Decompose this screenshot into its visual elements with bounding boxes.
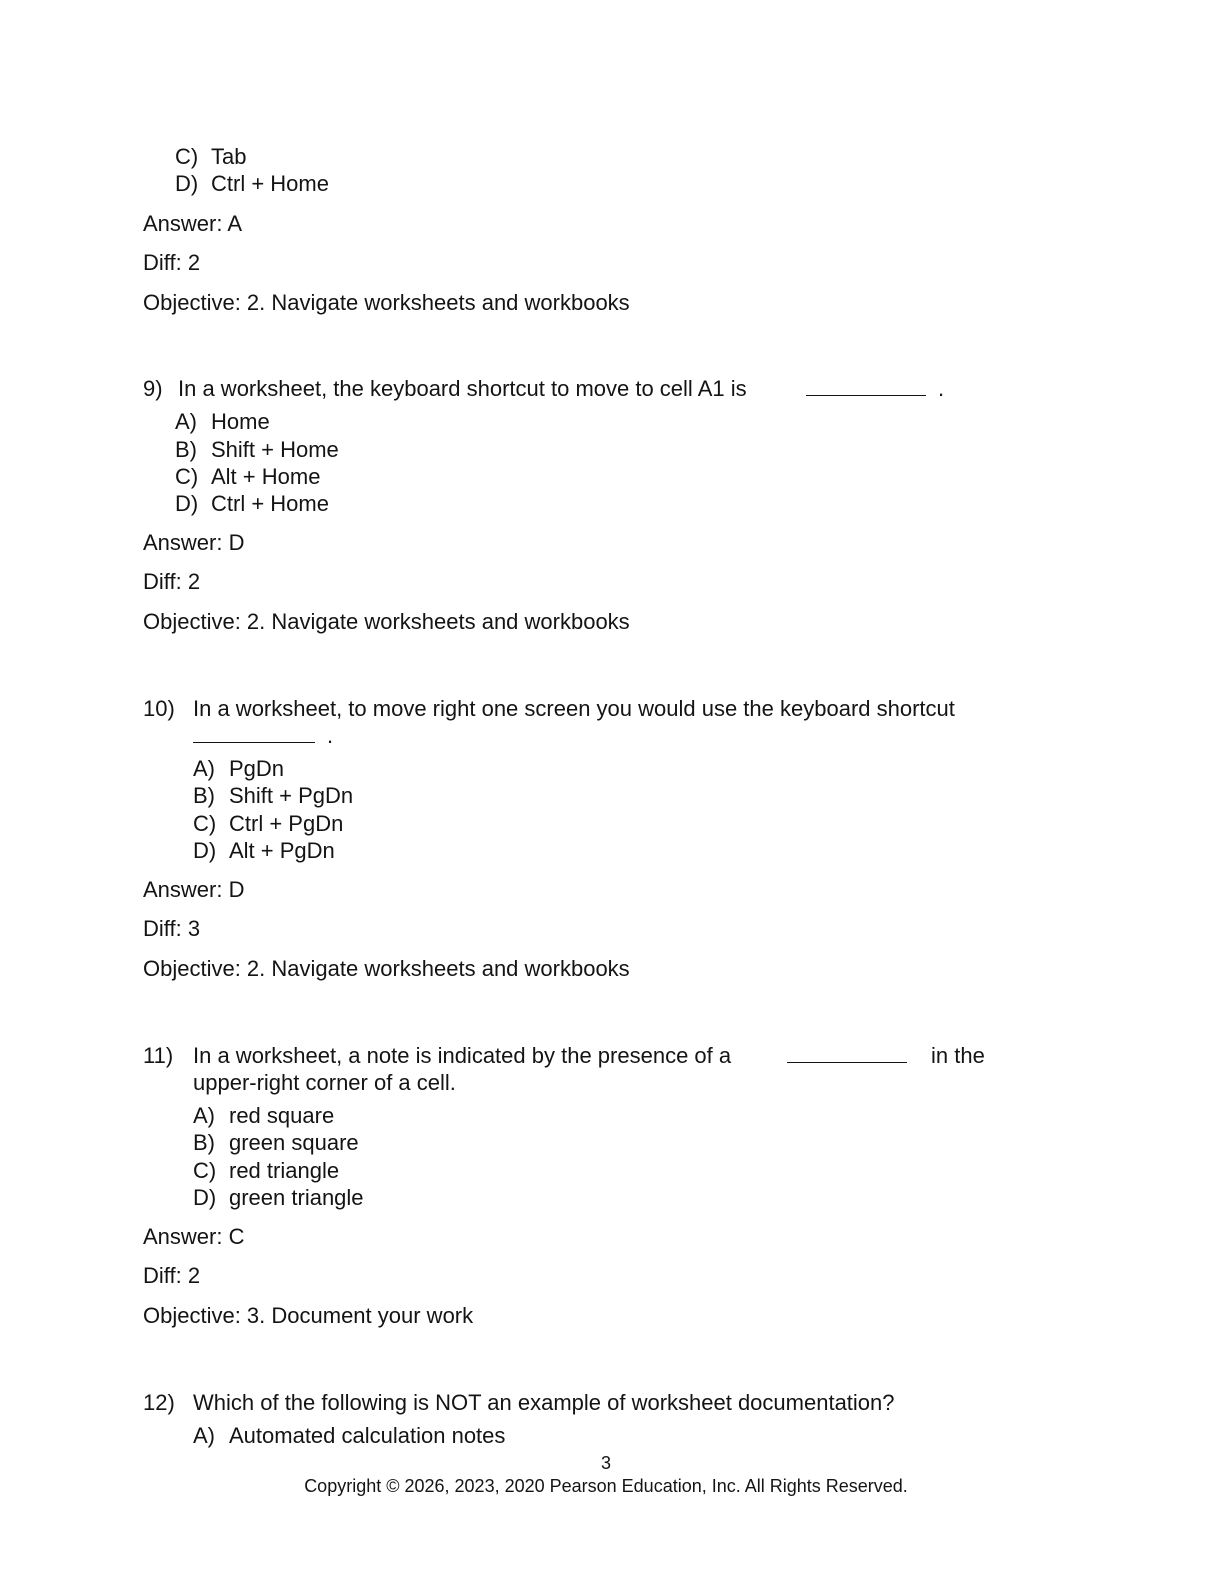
choice-text: red square (229, 1103, 335, 1128)
objective-line: Objective: 2. Navigate worksheets and workbooks (143, 290, 630, 315)
choice-text: green square (229, 1130, 359, 1155)
choice-text: PgDn (229, 756, 285, 781)
choice-letter: B) (175, 437, 197, 462)
question-number: 9) (143, 376, 163, 401)
difficulty-line: Diff: 2 (143, 569, 201, 594)
question-stem: Which of the following is NOT an example of worksheet documentation? (193, 1390, 895, 1415)
choice-text: Ctrl + Home (211, 491, 329, 516)
choice-letter: A) (193, 1103, 215, 1128)
choice-text: Alt + PgDn (229, 838, 335, 863)
question-stem: In a worksheet, a note is indicated by the presence of a (193, 1043, 732, 1068)
question-number: 11) (143, 1043, 174, 1068)
choice-letter: C) (175, 144, 199, 169)
choice-text: green triangle (229, 1185, 364, 1210)
choice-letter: C) (175, 464, 199, 489)
answer-line: Answer: D (143, 877, 245, 902)
answer-line: Answer: C (143, 1224, 245, 1249)
choice-text: Alt + Home (211, 464, 321, 489)
choice-text: Shift + Home (211, 437, 339, 462)
question-number: 10) (143, 696, 175, 721)
choice-letter: C) (193, 811, 217, 836)
answer-blank (806, 375, 926, 402)
objective-line: Objective: 2. Navigate worksheets and workbooks (143, 956, 630, 981)
choice-letter: D) (175, 491, 199, 516)
objective-line: Objective: 2. Navigate worksheets and workbooks (143, 609, 630, 634)
choice-text: Automated calculation notes (229, 1423, 506, 1448)
choice-letter: C) (193, 1158, 217, 1183)
question-stem: In a worksheet, to move right one screen you would use the keyboard shortcut (193, 696, 955, 721)
difficulty-line: Diff: 3 (143, 916, 201, 941)
difficulty-line: Diff: 2 (143, 1263, 201, 1288)
objective-line: Objective: 3. Document your work (143, 1303, 474, 1328)
choice-text: red triangle (229, 1158, 340, 1183)
question-number: 12) (143, 1390, 175, 1415)
choice-letter: D) (193, 1185, 217, 1210)
question-stem-tail: . (327, 723, 334, 748)
choice-text: Home (211, 409, 270, 434)
answer-blank (193, 722, 315, 749)
choice-text: Ctrl + PgDn (229, 811, 344, 836)
page-number: 3 (600, 1453, 611, 1473)
choice-text: Shift + PgDn (229, 783, 354, 808)
choice-text: Ctrl + Home (211, 171, 329, 196)
question-stem: In a worksheet, the keyboard shortcut to move to cell A1 is (178, 376, 747, 401)
difficulty-line: Diff: 2 (143, 250, 201, 275)
answer-line: Answer: D (143, 530, 245, 555)
choice-letter: D) (175, 171, 199, 196)
choice-letter: A) (193, 1423, 215, 1448)
choice-letter: A) (175, 409, 197, 434)
choice-text: Tab (211, 144, 247, 169)
choice-letter: A) (193, 756, 215, 781)
question-stem-tail: . (938, 376, 945, 401)
choice-letter: D) (193, 838, 217, 863)
copyright-notice: Copyright © 2026, 2023, 2020 Pearson Education, Inc. All Rights Reserved. (304, 1476, 908, 1496)
choice-letter: B) (193, 1130, 215, 1155)
question-stem-line2: upper-right corner of a cell. (193, 1070, 456, 1095)
question-stem-tail: in the (931, 1043, 985, 1068)
choice-letter: B) (193, 783, 215, 808)
answer-blank (787, 1042, 907, 1069)
answer-line: Answer: A (143, 211, 243, 236)
